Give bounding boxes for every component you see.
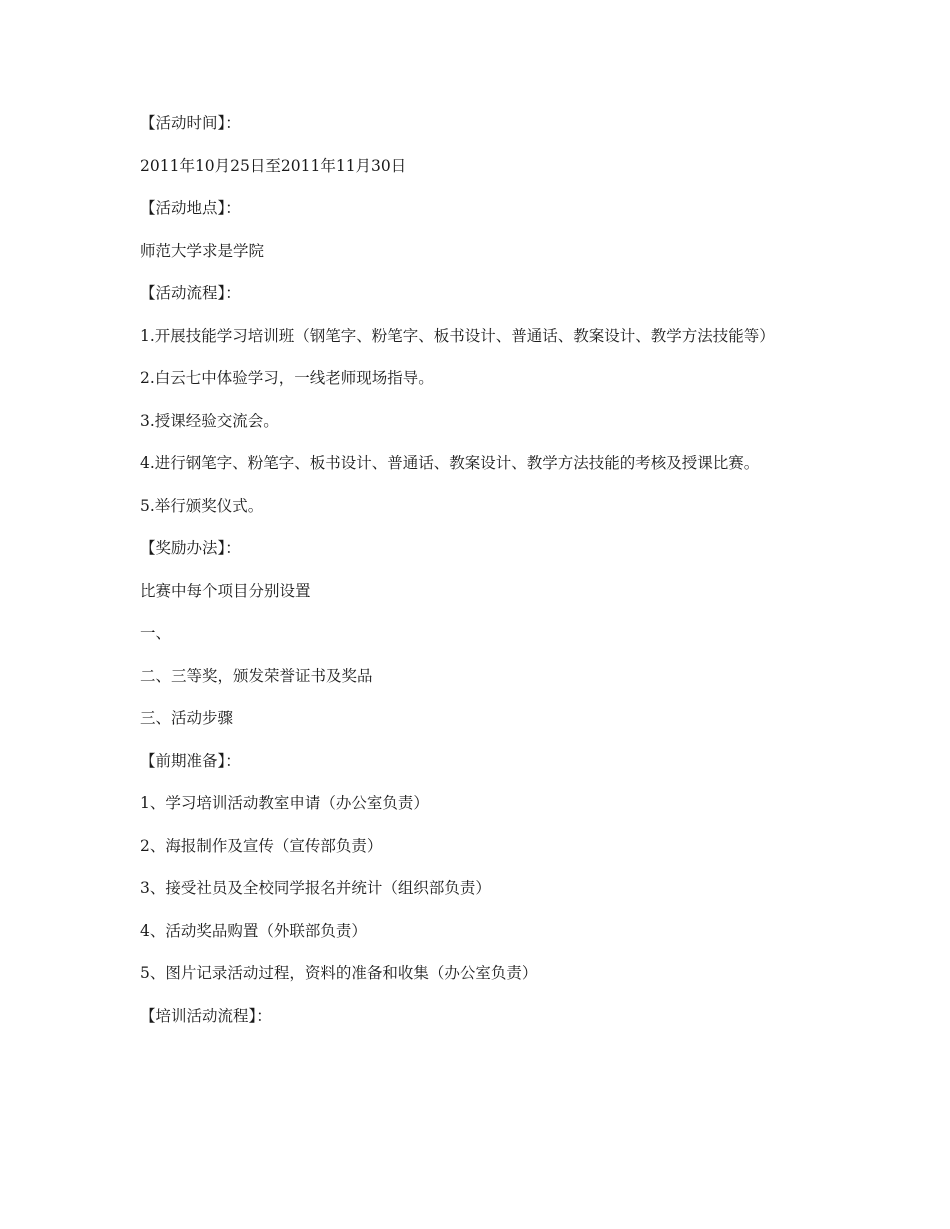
process-item-2: 2.白云七中体验学习，一线老师现场指导。 (140, 369, 434, 387)
process-item-4: 4.进行钢笔字、粉笔字、板书设计、普通话、教案设计、教学方法技能的考核及授课比赛。 (140, 454, 760, 472)
process-item-5: 5.举行颁奖仪式。 (140, 496, 264, 515)
heading-activity-location: 【活动地点】： (140, 199, 241, 217)
reward-second-third: 二、三等奖，颁发荣誉证书及奖品 (140, 666, 373, 685)
reward-first: 一、 (140, 624, 172, 642)
prep-item-5: 5、图片记录活动过程，资料的准备和收集（办公室负责） (140, 964, 538, 982)
reward-text: 比赛中每个项目分别设置 (140, 581, 311, 600)
process-item-3: 3.授课经验交流会。 (140, 411, 279, 430)
heading-activity-time: 【活动时间】： (140, 114, 241, 132)
prep-item-1: 1、学习培训活动教室申请（办公室负责） (140, 794, 429, 812)
activity-time-value: 2011年10月25日至2011年11月30日 (140, 156, 407, 175)
heading-preparation: 【前期准备】： (140, 751, 241, 770)
prep-item-2: 2、海报制作及宣传（宣传部负责） (140, 836, 383, 855)
process-item-1: 1.开展技能学习培训班（钢笔字、粉笔字、板书设计、普通话、教案设计、教学方法技能等） (140, 326, 775, 345)
prep-item-4: 4、活动奖品购置（外联部负责） (140, 921, 367, 940)
section-activity-steps: 三、活动步骤 (140, 709, 234, 727)
document-page (140, 112, 810, 1047)
heading-activity-process: 【活动流程】： (140, 284, 241, 302)
activity-location-value: 师范大学求是学院 (140, 241, 265, 260)
prep-item-3: 3、接受社员及全校同学报名并统计（组织部负责） (140, 879, 491, 897)
heading-reward-method: 【奖励办法】： (140, 539, 241, 557)
heading-training-process: 【培训活动流程】： (140, 1006, 272, 1025)
